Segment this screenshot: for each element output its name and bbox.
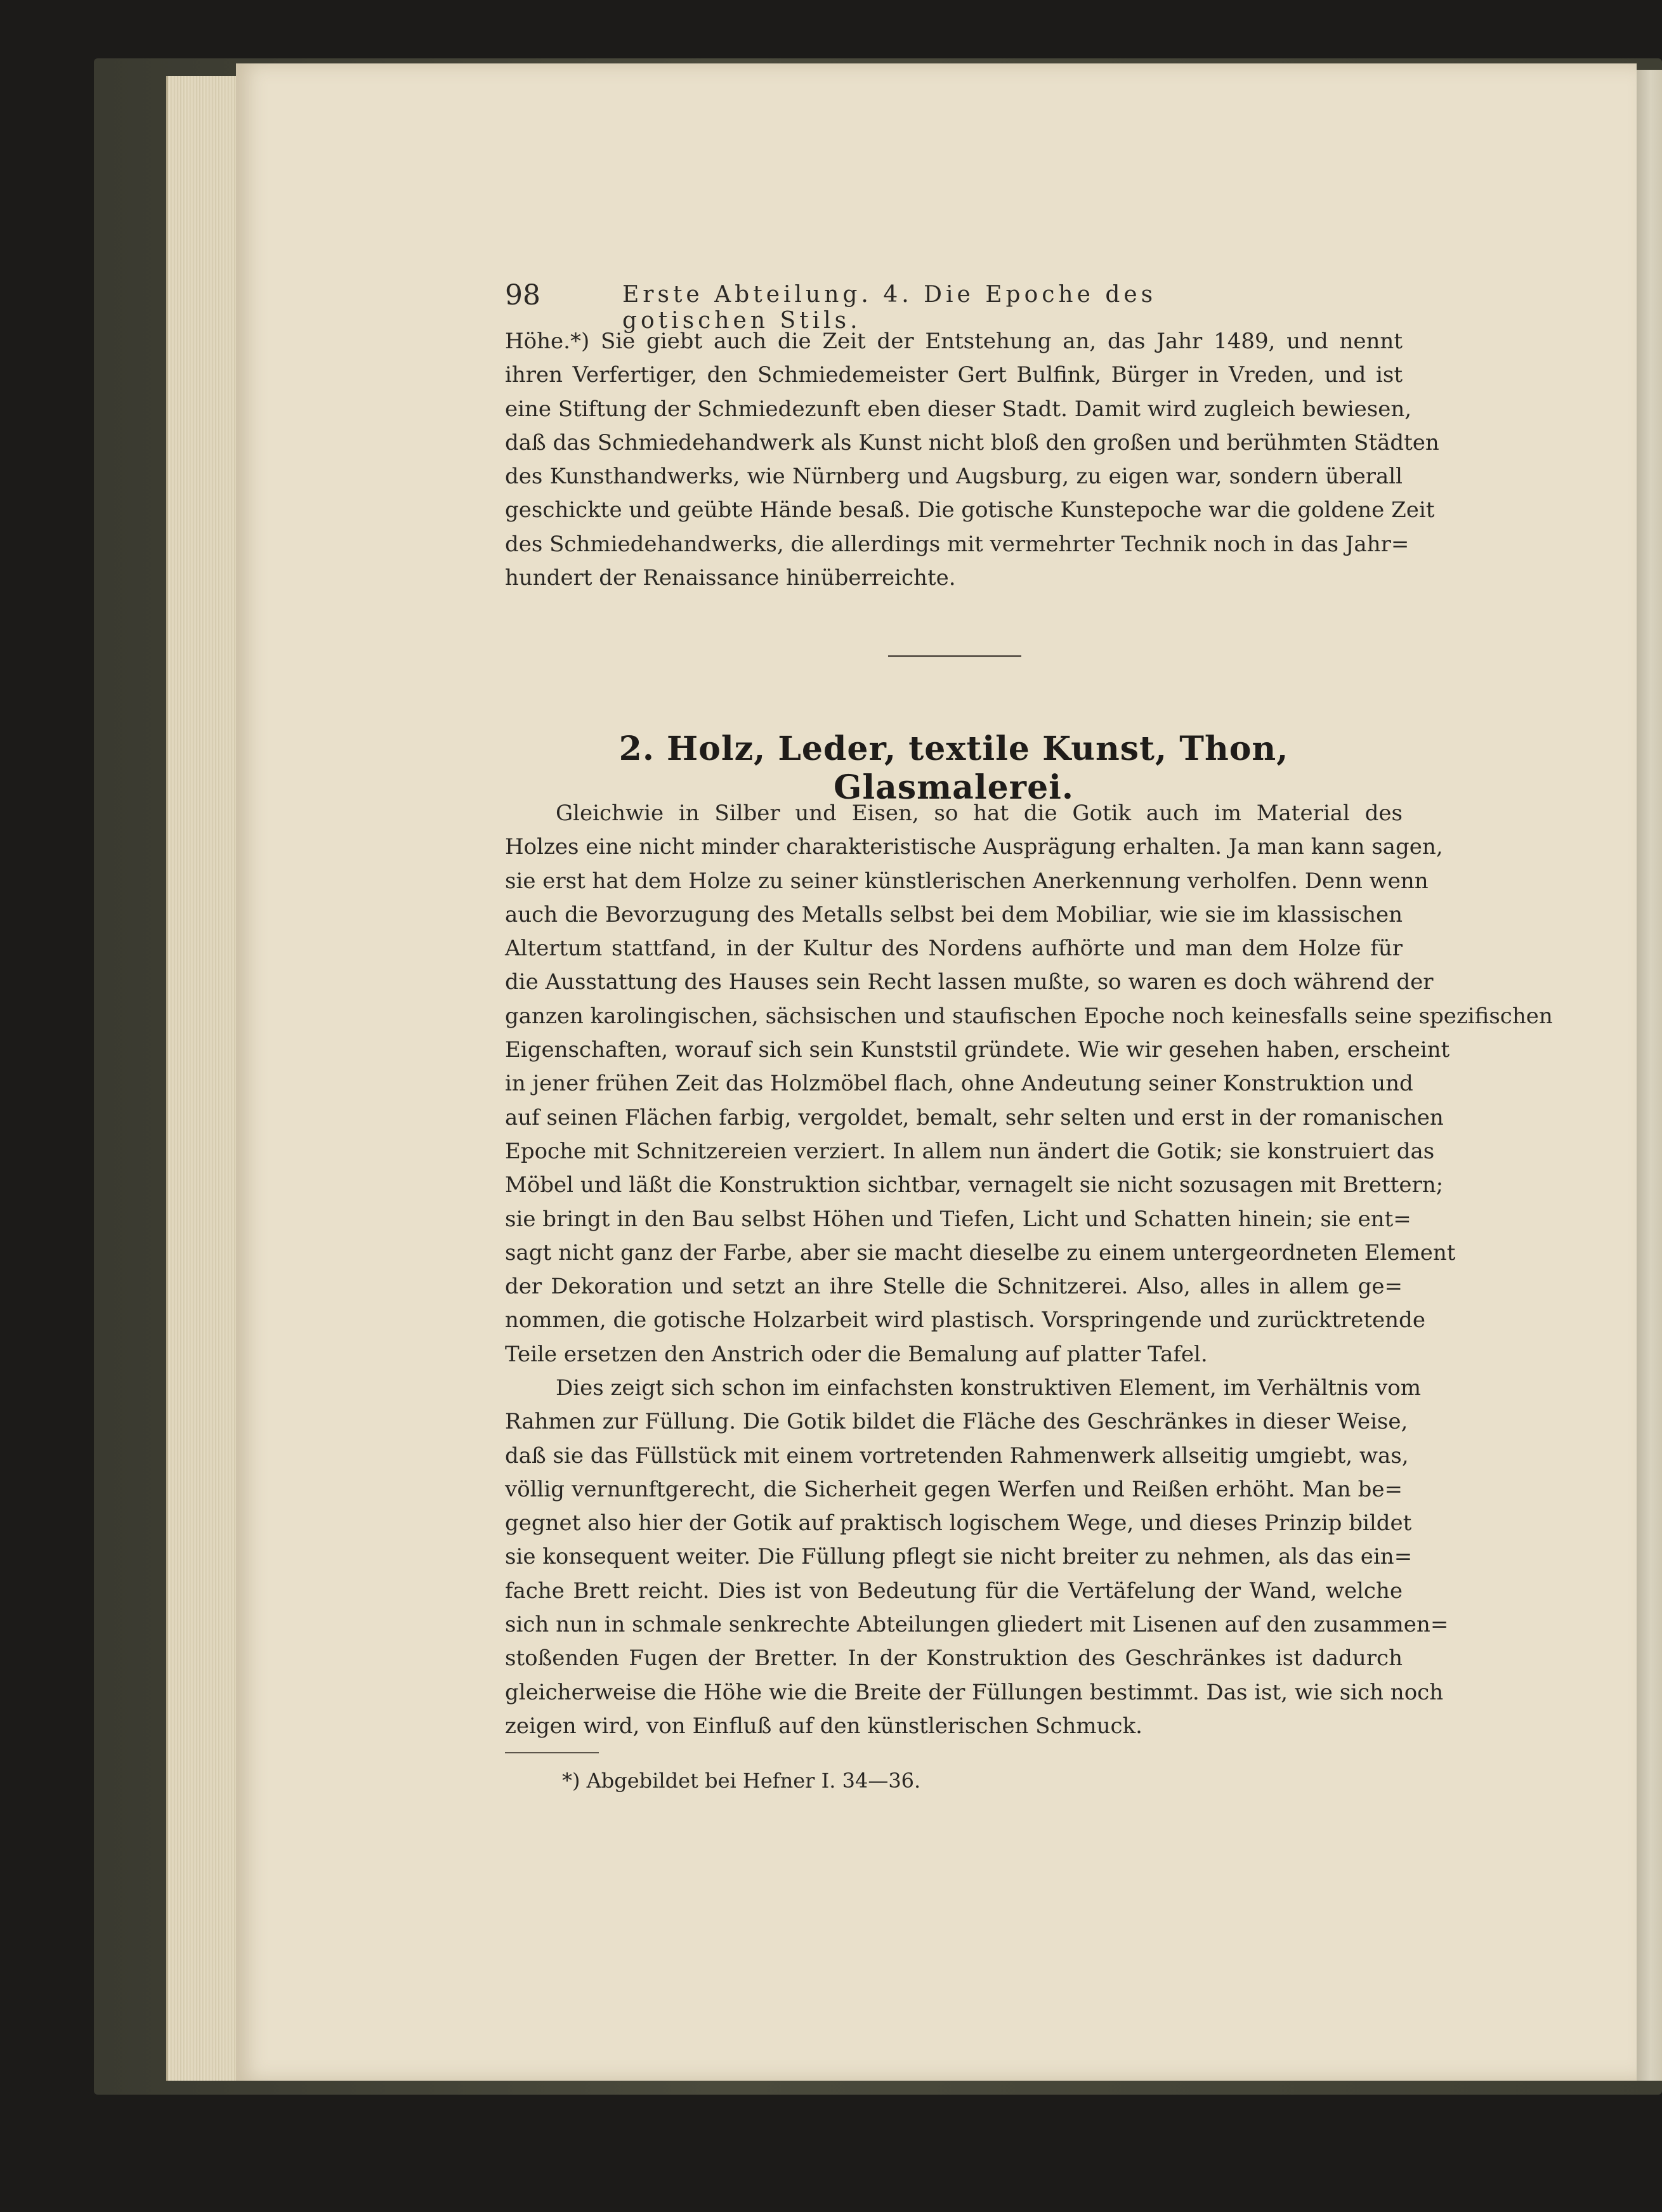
text-line: gegnet also hier der Gotik auf praktisch logischem Wege, und dieses Prinzip bildet — [505, 1510, 1412, 1536]
text-line: sich nun in schmale senkrechte Abteilungen gliedert mit Lisenen auf den zusammen= — [505, 1612, 1449, 1638]
text-line: Epoche mit Schnitzereien verziert. In allem nun ändert die Gotik; sie konstruiert das — [505, 1138, 1435, 1164]
section-separator-rule — [888, 655, 1021, 657]
running-header — [505, 279, 1260, 334]
text-line: auf seinen Flächen farbig, vergoldet, bemalt, sehr selten und erst in der romanischen — [505, 1104, 1444, 1130]
text-line: Teile ersetzen den Anstrich oder die Bemalung auf platter Tafel. — [505, 1341, 1208, 1367]
text-line: sagt nicht ganz der Farbe, aber sie macht dieselbe zu einem untergeordneten Element — [505, 1240, 1456, 1266]
text-line: Höhe.*) Sie giebt auch die Zeit der Entstehung an, das Jahr 1489, und nennt — [505, 329, 1403, 354]
running-title: Erste Abteilung. 4. Die Epoche des gotischen Stils. — [622, 282, 1157, 334]
text-line: hundert der Renaissance hinüberreichte. — [505, 565, 956, 591]
text-line: ganzen karolingischen, sächsischen und staufischen Epoche noch keinesfalls seine spezifischen — [505, 1003, 1553, 1029]
paragraph-1 — [505, 325, 1439, 595]
text-line: ihren Verfertiger, den Schmiedemeister Gert Bulfink, Bürger in Vreden, und ist — [505, 362, 1403, 388]
text-line: zeigen wird, von Einfluß auf den künstlerischen Schmuck. — [505, 1713, 1142, 1739]
page-number: 98 — [505, 279, 540, 311]
text-line: Rahmen zur Füllung. Die Gotik bildet die Fläche des Geschränkes in dieser Weise, — [505, 1409, 1408, 1435]
text-line: Dies zeigt sich schon im einfachsten konstruktiven Element, im Verhältnis vom — [556, 1375, 1421, 1401]
text-line: eine Stiftung der Schmiedezunft eben dieser Stadt. Damit wird zugleich bewiesen, — [505, 396, 1412, 422]
text-line: sie konsequent weiter. Die Füllung pflegt sie nicht breiter zu nehmen, als das ein= — [505, 1544, 1413, 1570]
paragraph-3 — [505, 1371, 1449, 1743]
text-line: daß sie das Füllstück mit einem vortretenden Rahmenwerk allseitig umgiebt, was, — [505, 1443, 1409, 1469]
text-line: fache Brett reicht. Dies ist von Bedeutung für die Vertäfelung der Wand, welche — [505, 1578, 1403, 1604]
text-line: Möbel und läßt die Konstruktion sichtbar, vernagelt sie nicht sozusagen mit Brettern; — [505, 1172, 1444, 1198]
section-heading: 2. Holz, Leder, textile Kunst, Thon, Glasmalerei. — [618, 730, 1289, 807]
footnote-rule — [505, 1752, 599, 1753]
footnote: *) Abgebildet bei Hefner I. 34—36. — [562, 1769, 921, 1793]
text-line: daß das Schmiedehandwerk als Kunst nicht bloß den großen und berühmten Städten — [505, 429, 1439, 455]
text-line: nommen, die gotische Holzarbeit wird plastisch. Vorspringende und zurücktretende — [505, 1307, 1425, 1333]
text-line: sie bringt in den Bau selbst Höhen und Tiefen, Licht und Schatten hinein; sie ent= — [505, 1206, 1411, 1232]
facing-page-edge — [1633, 70, 1662, 2081]
text-line: des Schmiedehandwerks, die allerdings mit vermehrter Technik noch in das Jahr= — [505, 531, 1410, 557]
text-line: gleicherweise die Höhe wie die Breite der Füllungen bestimmt. Das ist, wie sich noch — [505, 1679, 1444, 1705]
text-line: der Dekoration und setzt an ihre Stelle die Schnitzerei. Also, alles in allem ge= — [505, 1274, 1403, 1300]
text-line: des Kunsthandwerks, wie Nürnberg und Augsburg, zu eigen war, sondern überall — [505, 464, 1403, 490]
text-line: die Ausstattung des Hauses sein Recht lassen mußte, so waren es doch während der — [505, 969, 1434, 995]
text-line: stoßenden Fugen der Bretter. In der Konstruktion des Geschränkes ist dadurch — [505, 1646, 1403, 1672]
text-line: Holzes eine nicht minder charakteristische Ausprägung erhalten. Ja man kann sagen, — [505, 834, 1443, 860]
page-stack-edge — [166, 76, 238, 2081]
text-line: sie erst hat dem Holze zu seiner künstlerischen Anerkennung verholfen. Denn wenn — [505, 868, 1429, 894]
text-line: auch die Bevorzugung des Metalls selbst bei dem Mobiliar, wie sie im klassischen — [505, 901, 1403, 927]
text-line: in jener frühen Zeit das Holzmöbel flach, ohne Andeutung seiner Konstruktion und — [505, 1071, 1413, 1097]
text-line: geschickte und geübte Hände besaß. Die gotische Kunstepoche war die goldene Zeit — [505, 497, 1435, 523]
text-line: Eigenschaften, worauf sich sein Kunststil gründete. Wie wir gesehen haben, erscheint — [505, 1037, 1450, 1063]
paragraph-2 — [505, 797, 1553, 1371]
text-line: Gleichwie in Silber und Eisen, so hat die Gotik auch im Material des — [556, 801, 1403, 826]
text-line: Altertum stattfand, in der Kultur des Nordens aufhörte und man dem Holze für — [505, 936, 1403, 962]
text-line: völlig vernunftgerecht, die Sicherheit gegen Werfen und Reißen erhöht. Man be= — [505, 1476, 1403, 1502]
